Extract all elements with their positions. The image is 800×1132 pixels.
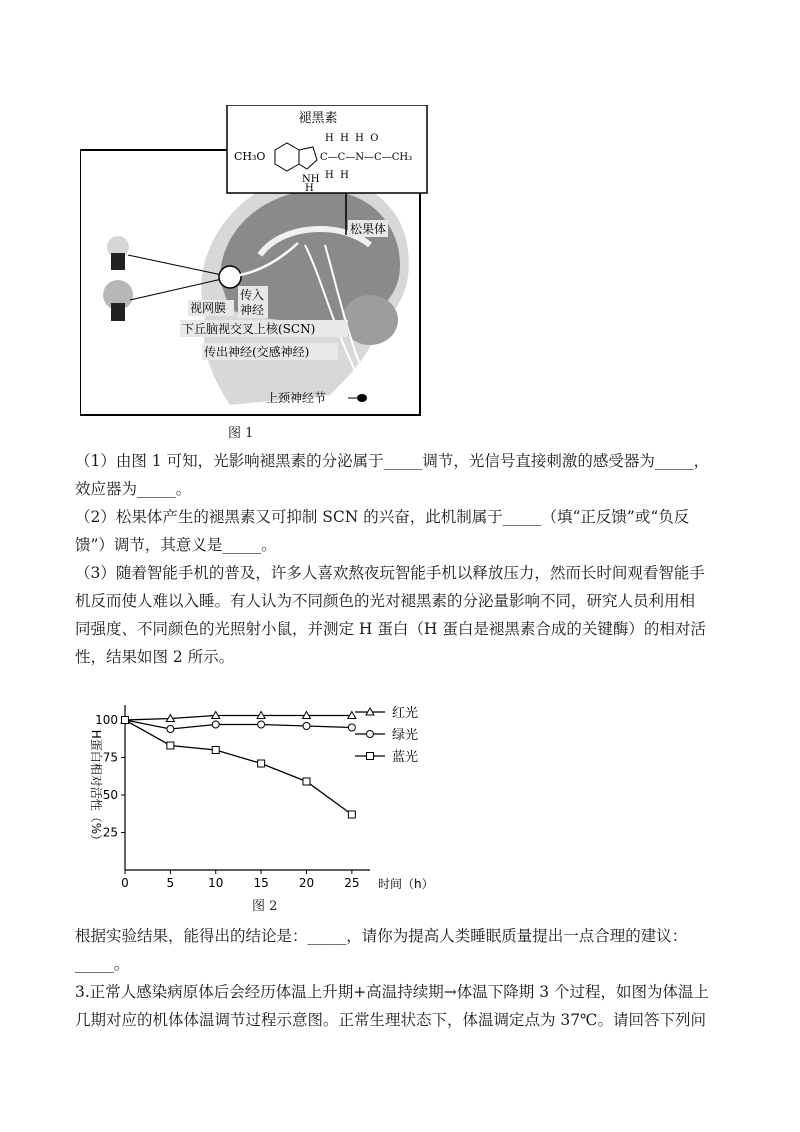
y-tick-label: 100: [95, 713, 118, 727]
x-tick-label: 15: [253, 876, 269, 890]
data-point-circle: [258, 721, 265, 728]
x-tick-label: 20: [298, 876, 315, 890]
x-tick-label: 10: [208, 876, 224, 890]
formula-title: 褪黑素: [298, 111, 338, 126]
q3-line1: （3）随着智能手机的普及，许多人喜欢熬夜玩智能手机以释放压力，然而长时间观看智能手: [75, 564, 705, 582]
data-point-square: [258, 760, 265, 767]
x-tick-label: 5: [166, 876, 175, 890]
figure2-caption: 图 2: [252, 899, 278, 914]
q4-line2: 几期对应的机体体温调节过程示意图。正常生理状态下，体温调定点为 37℃。请回答下列问: [75, 1011, 706, 1029]
figure1-caption: 图 1: [228, 426, 254, 441]
series-line-square: [125, 720, 352, 815]
y-axis-label: H蛋白相对活性（%）: [89, 729, 103, 847]
pineal-label: 松果体: [350, 222, 387, 236]
data-point-square: [348, 811, 355, 818]
eye-icon: [219, 266, 241, 288]
formula-h-bottom: H: [305, 183, 314, 194]
legend-label: 蓝光: [392, 750, 419, 765]
y-tick-label: 75: [102, 750, 118, 765]
figure2-chart: [70, 690, 470, 920]
q2-line2: 馈”）调节，其意义是_____。: [75, 536, 277, 554]
x-axis-label: 时间（h）: [378, 877, 434, 891]
formula-left: CH₃O: [234, 150, 266, 163]
q3-line2: 机反而使人难以入睡。有人认为不同颜色的光对褪黑素的分泌量影响不同，研究人员利用相: [75, 592, 696, 610]
formula-chain: C—C—N—C—CH₃: [320, 152, 413, 163]
data-point-circle: [212, 721, 219, 728]
formula-chain-h-bottom: H H: [325, 170, 349, 181]
retina-label: 视网膜: [190, 301, 227, 315]
figure1-brain-diagram: [80, 105, 430, 420]
data-point-square: [303, 778, 310, 785]
y-tick-label: 25: [102, 825, 118, 840]
q2-line1: （2）松果体产生的褪黑素又可抑制 SCN 的兴奋，此机制属于_____（填“正反馈”或“负反: [75, 508, 690, 526]
data-point-circle: [303, 723, 310, 730]
conclusion-text-block: [75, 922, 725, 1034]
x-tick-label: 25: [344, 876, 360, 890]
q1-line2: 效应器为_____。: [75, 480, 192, 498]
efferent-label: 传出神经(交感神经): [204, 345, 310, 359]
q1-line1: （1）由图 1 可知，光影响褪黑素的分泌属于_____调节，光信号直接刺激的感受器为_____，: [75, 452, 710, 470]
q4-line1: 3.正常人感染病原体后会经历体温上升期+高温持续期→体温下降期 3 个过程，如图为体温上: [75, 983, 709, 1001]
q3-line4: 性，结果如图 2 所示。: [75, 648, 235, 666]
concl-line2: _____。: [75, 955, 130, 973]
formula-chain-h-top: H H H O: [325, 133, 379, 144]
data-point-circle: [348, 724, 355, 731]
ganglion-label: 上颈神经节: [266, 391, 327, 405]
legend-marker-square: [367, 753, 374, 760]
afferent-label-2: 神经: [240, 303, 265, 317]
afferent-label-1: 传入: [240, 288, 265, 302]
x-tick-label: 0: [121, 876, 129, 890]
scn-label: 下丘脑视交叉上核(SCN): [182, 322, 316, 336]
data-point-square: [122, 717, 129, 724]
series-line-triangle: [125, 716, 352, 721]
q3-line3: 同强度、不同颜色的光照射小鼠，并测定 H 蛋白（H 蛋白是褪黑素合成的关键酶）的相对活: [75, 620, 706, 638]
legend-label: 绿光: [392, 728, 419, 743]
y-tick-label: 50: [102, 788, 118, 802]
concl-line1: 根据实验结果，能得出的结论是：_____，请你为提高人类睡眠质量提出一点合理的建议：: [75, 927, 688, 945]
ganglion-node: [357, 394, 367, 402]
data-point-square: [212, 747, 219, 754]
legend-marker-circle: [367, 731, 374, 738]
legend-label: 红光: [392, 706, 419, 721]
data-point-circle: [167, 726, 174, 733]
series-line-circle: [125, 720, 352, 729]
question-text-block: [75, 447, 725, 671]
formula-nh: NH: [302, 174, 320, 185]
data-point-square: [167, 742, 174, 749]
